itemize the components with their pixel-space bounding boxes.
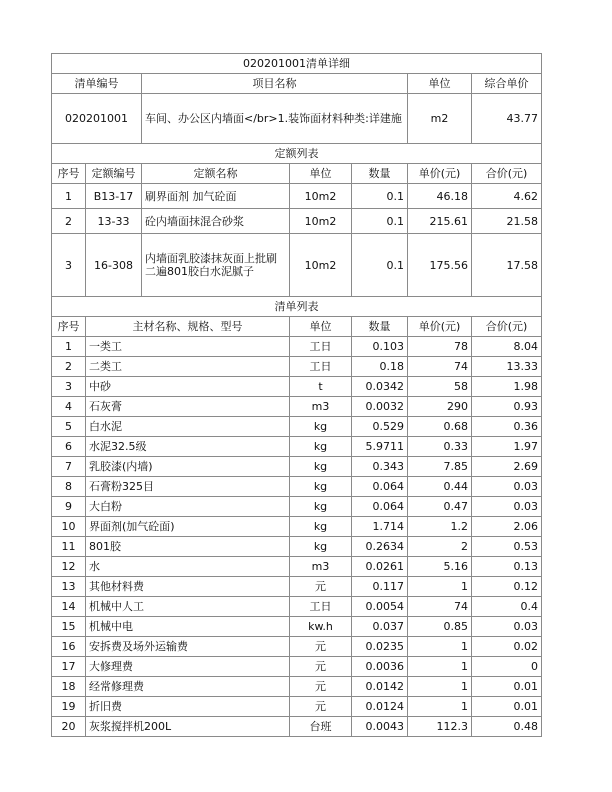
material-price: 1 [408, 697, 472, 717]
material-name: 其他材料费 [86, 577, 290, 597]
material-qty: 0.529 [352, 417, 408, 437]
quota-price: 215.61 [408, 209, 472, 234]
quota-name: 砼内墙面抹混合砂浆 [142, 209, 290, 234]
quota-header-row [52, 164, 542, 184]
quota-section-title: 定额列表 [52, 144, 542, 164]
material-seq: 15 [52, 617, 86, 637]
material-unit: kg [290, 497, 352, 517]
material-name: 机械中电 [86, 617, 290, 637]
material-qty: 1.714 [352, 517, 408, 537]
material-name: 灰浆搅拌机200L [86, 717, 290, 737]
bill-unit: m2 [408, 94, 472, 144]
material-header-unit: 单位 [290, 317, 352, 337]
material-name: 中砂 [86, 377, 290, 397]
material-total: 13.33 [472, 357, 542, 377]
material-seq: 1 [52, 337, 86, 357]
material-unit: 工日 [290, 337, 352, 357]
material-qty: 0.2634 [352, 537, 408, 557]
material-qty: 0.037 [352, 617, 408, 637]
material-total: 2.69 [472, 457, 542, 477]
material-price: 112.3 [408, 717, 472, 737]
material-header-total: 合价(元) [472, 317, 542, 337]
material-price: 1.2 [408, 517, 472, 537]
material-name: 机械中人工 [86, 597, 290, 617]
material-unit: 台班 [290, 717, 352, 737]
material-price: 290 [408, 397, 472, 417]
material-price: 7.85 [408, 457, 472, 477]
quota-header-qty: 数量 [352, 164, 408, 184]
quota-header-total: 合价(元) [472, 164, 542, 184]
quota-code: 16-308 [86, 234, 142, 297]
material-name: 水泥32.5级 [86, 437, 290, 457]
bill-code: 020201001 [52, 94, 142, 144]
material-row [52, 477, 542, 497]
quota-qty: 0.1 [352, 184, 408, 209]
sheet-title: 020201001清单详细 [52, 54, 542, 74]
material-seq: 14 [52, 597, 86, 617]
material-unit: 元 [290, 637, 352, 657]
material-name: 安拆费及场外运输费 [86, 637, 290, 657]
material-row [52, 577, 542, 597]
material-name: 石灰膏 [86, 397, 290, 417]
material-unit: kw.h [290, 617, 352, 637]
bill-name-header: 项目名称 [142, 74, 408, 94]
material-price: 74 [408, 357, 472, 377]
material-seq: 8 [52, 477, 86, 497]
material-row [52, 717, 542, 737]
material-row [52, 337, 542, 357]
material-price: 0.47 [408, 497, 472, 517]
quota-price: 175.56 [408, 234, 472, 297]
quota-code: B13-17 [86, 184, 142, 209]
material-unit: m3 [290, 557, 352, 577]
material-name: 白水泥 [86, 417, 290, 437]
material-row [52, 637, 542, 657]
material-header-qty: 数量 [352, 317, 408, 337]
quota-header-name: 定额名称 [142, 164, 290, 184]
material-unit: 工日 [290, 597, 352, 617]
material-seq: 4 [52, 397, 86, 417]
material-row [52, 417, 542, 437]
material-price: 58 [408, 377, 472, 397]
material-price: 1 [408, 657, 472, 677]
material-header-row [52, 317, 542, 337]
material-total: 1.97 [472, 437, 542, 457]
material-qty: 0.18 [352, 357, 408, 377]
material-seq: 19 [52, 697, 86, 717]
material-qty: 0.0261 [352, 557, 408, 577]
material-price: 0.68 [408, 417, 472, 437]
material-unit: kg [290, 537, 352, 557]
material-seq: 13 [52, 577, 86, 597]
quota-header-unit: 单位 [290, 164, 352, 184]
material-unit: kg [290, 517, 352, 537]
quota-header-seq: 序号 [52, 164, 86, 184]
material-qty: 0.343 [352, 457, 408, 477]
material-total: 0.02 [472, 637, 542, 657]
material-seq: 17 [52, 657, 86, 677]
material-name: 石膏粉325目 [86, 477, 290, 497]
material-price: 5.16 [408, 557, 472, 577]
material-seq: 11 [52, 537, 86, 557]
material-qty: 0.064 [352, 477, 408, 497]
quota-unit: 10m2 [290, 209, 352, 234]
material-price: 74 [408, 597, 472, 617]
quota-seq: 2 [52, 209, 86, 234]
material-row [52, 437, 542, 457]
material-name: 大白粉 [86, 497, 290, 517]
material-seq: 3 [52, 377, 86, 397]
material-total: 0.4 [472, 597, 542, 617]
quota-qty: 0.1 [352, 209, 408, 234]
quota-code: 13-33 [86, 209, 142, 234]
material-unit: kg [290, 477, 352, 497]
quota-unit: 10m2 [290, 234, 352, 297]
material-unit: 元 [290, 657, 352, 677]
quota-total: 21.58 [472, 209, 542, 234]
material-unit: kg [290, 457, 352, 477]
material-price: 0.85 [408, 617, 472, 637]
material-header-name: 主材名称、规格、型号 [86, 317, 290, 337]
material-price: 1 [408, 677, 472, 697]
material-price: 0.44 [408, 477, 472, 497]
quota-row [52, 209, 542, 234]
material-qty: 0.0235 [352, 637, 408, 657]
material-unit: kg [290, 417, 352, 437]
material-seq: 18 [52, 677, 86, 697]
bill-detail-table [51, 53, 542, 737]
material-price: 1 [408, 577, 472, 597]
material-seq: 7 [52, 457, 86, 477]
material-unit: kg [290, 437, 352, 457]
bill-price-header: 综合单价 [472, 74, 542, 94]
material-section-title: 清单列表 [52, 297, 542, 317]
material-row [52, 537, 542, 557]
material-unit: 元 [290, 697, 352, 717]
material-total: 0 [472, 657, 542, 677]
material-seq: 16 [52, 637, 86, 657]
quota-total: 17.58 [472, 234, 542, 297]
material-qty: 0.117 [352, 577, 408, 597]
material-row [52, 657, 542, 677]
quota-qty: 0.1 [352, 234, 408, 297]
material-name: 经常修理费 [86, 677, 290, 697]
material-row [52, 557, 542, 577]
material-price: 78 [408, 337, 472, 357]
material-total: 0.53 [472, 537, 542, 557]
material-name: 水 [86, 557, 290, 577]
material-name: 折旧费 [86, 697, 290, 717]
quota-header-code: 定额编号 [86, 164, 142, 184]
material-unit: 元 [290, 677, 352, 697]
quota-name: 刷界面剂 加气砼面 [142, 184, 290, 209]
material-total: 0.01 [472, 697, 542, 717]
material-seq: 10 [52, 517, 86, 537]
material-qty: 0.064 [352, 497, 408, 517]
material-row [52, 377, 542, 397]
quota-total: 4.62 [472, 184, 542, 209]
material-seq: 12 [52, 557, 86, 577]
material-row [52, 697, 542, 717]
material-name: 二类工 [86, 357, 290, 377]
quota-header-price: 单价(元) [408, 164, 472, 184]
material-name: 一类工 [86, 337, 290, 357]
quota-row [52, 184, 542, 209]
material-row [52, 397, 542, 417]
material-qty: 0.0032 [352, 397, 408, 417]
material-qty: 0.0036 [352, 657, 408, 677]
material-total: 0.01 [472, 677, 542, 697]
material-price: 0.33 [408, 437, 472, 457]
material-unit: 元 [290, 577, 352, 597]
material-total: 0.48 [472, 717, 542, 737]
quota-name: 内墙面乳胶漆抹灰面上批刷二遍801胶白水泥腻子 [142, 234, 290, 297]
material-qty: 0.0142 [352, 677, 408, 697]
material-total: 0.93 [472, 397, 542, 417]
material-row [52, 617, 542, 637]
material-row [52, 677, 542, 697]
material-total: 0.36 [472, 417, 542, 437]
material-total: 0.03 [472, 617, 542, 637]
bill-price: 43.77 [472, 94, 542, 144]
material-header-seq: 序号 [52, 317, 86, 337]
material-name: 乳胶漆(内墙) [86, 457, 290, 477]
quota-unit: 10m2 [290, 184, 352, 209]
material-seq: 9 [52, 497, 86, 517]
material-name: 801胶 [86, 537, 290, 557]
bill-unit-header: 单位 [408, 74, 472, 94]
material-name: 大修理费 [86, 657, 290, 677]
material-price: 2 [408, 537, 472, 557]
material-total: 0.12 [472, 577, 542, 597]
material-qty: 0.103 [352, 337, 408, 357]
material-row [52, 597, 542, 617]
material-unit: t [290, 377, 352, 397]
material-total: 0.03 [472, 497, 542, 517]
quota-price: 46.18 [408, 184, 472, 209]
material-unit: 工日 [290, 357, 352, 377]
material-qty: 5.9711 [352, 437, 408, 457]
quota-seq: 1 [52, 184, 86, 209]
material-price: 1 [408, 637, 472, 657]
bill-code-header: 清单编号 [52, 74, 142, 94]
material-row [52, 497, 542, 517]
material-row [52, 517, 542, 537]
material-qty: 0.0043 [352, 717, 408, 737]
material-seq: 20 [52, 717, 86, 737]
quota-seq: 3 [52, 234, 86, 297]
material-seq: 6 [52, 437, 86, 457]
material-header-price: 单价(元) [408, 317, 472, 337]
material-name: 界面剂(加气砼面) [86, 517, 290, 537]
material-seq: 2 [52, 357, 86, 377]
quota-row [52, 234, 542, 297]
material-qty: 0.0342 [352, 377, 408, 397]
material-unit: m3 [290, 397, 352, 417]
material-total: 0.13 [472, 557, 542, 577]
material-total: 2.06 [472, 517, 542, 537]
material-qty: 0.0124 [352, 697, 408, 717]
material-row [52, 457, 542, 477]
bill-name: 车间、办公区内墙面</br>1.装饰面材料种类:详建施 [142, 94, 408, 144]
material-row [52, 357, 542, 377]
material-total: 0.03 [472, 477, 542, 497]
material-qty: 0.0054 [352, 597, 408, 617]
material-total: 8.04 [472, 337, 542, 357]
material-total: 1.98 [472, 377, 542, 397]
material-seq: 5 [52, 417, 86, 437]
